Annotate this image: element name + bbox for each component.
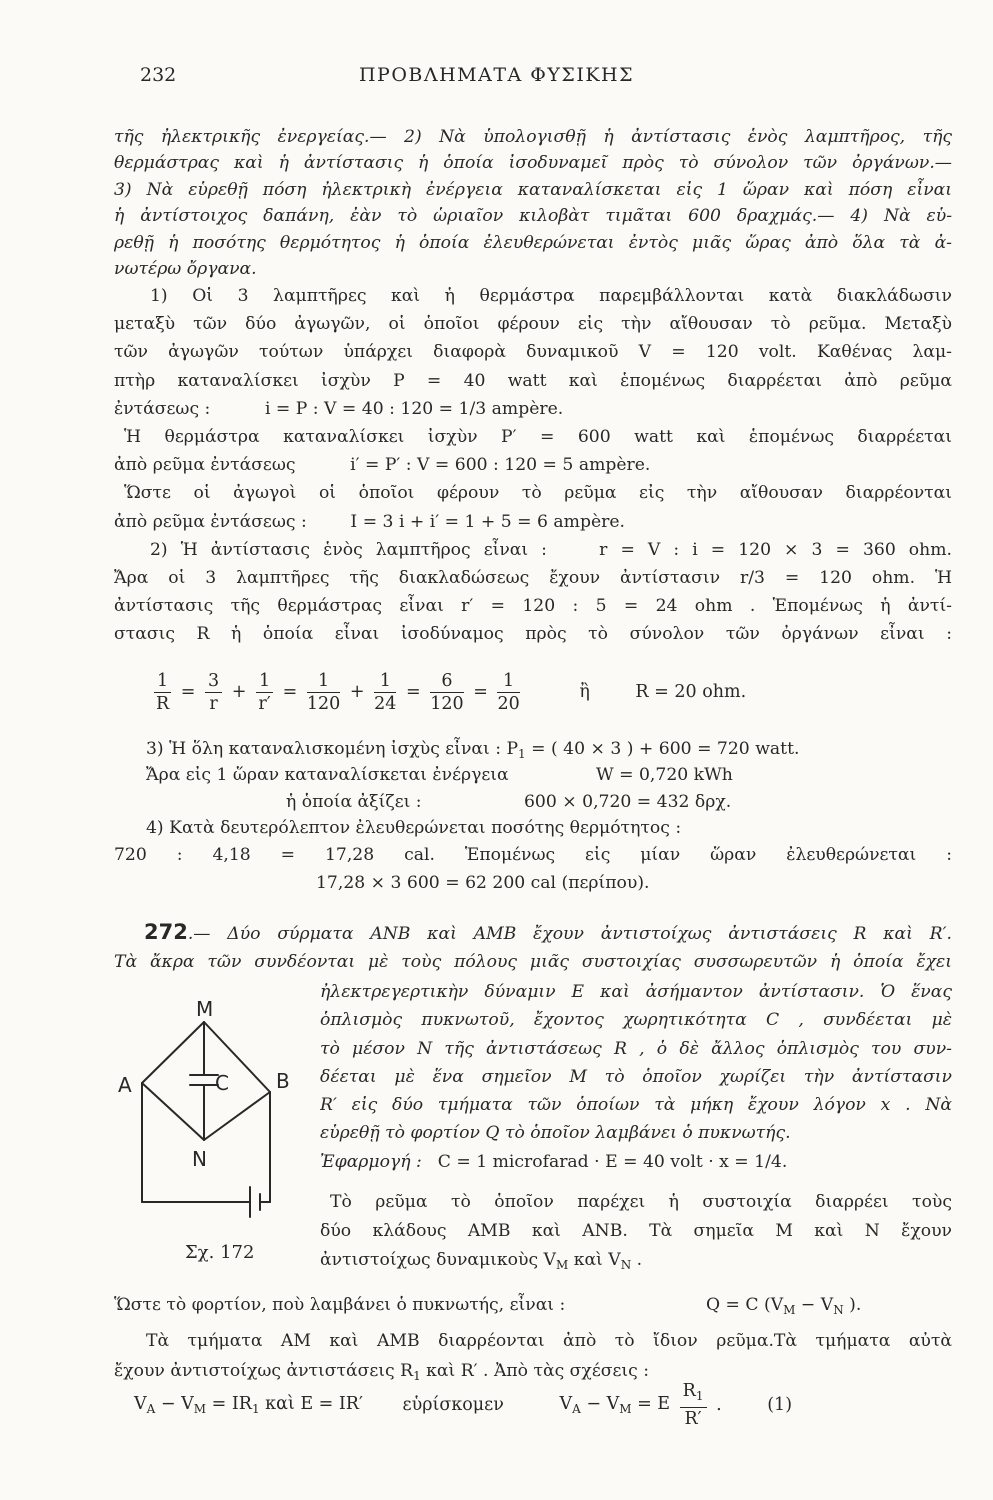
fraction: $\frac{1}{r'}$ bbox=[256, 670, 273, 715]
solution-line: ἀπὸ ρεῦμα ἐντάσεως : I = 3 i + i′ = 1 + 5 = 6 ampère. bbox=[114, 511, 626, 532]
problem-line: εὑρεθῇ τὸ φορτίον Q τὸ ὁποῖον λαμβάνει ὁ πυκνωτής. bbox=[320, 1123, 791, 1144]
fraction: $\frac{1}{120}$ bbox=[306, 671, 341, 714]
problem-line: R′ εἰς δύο τμήματα τῶν ὁποίων τὰ μήκη ἔχουν λόγον x . Νὰ bbox=[320, 1095, 952, 1116]
intro-paragraph bbox=[114, 124, 952, 282]
or-word: ἢ bbox=[579, 682, 590, 702]
intro-line: ρεθῇ ἡ ποσότης θερμότητος ἡ ὁποία ἐλευθερώνεται ἐντὸς μιᾶς ὥρας ἀπὸ ὅλα τὰ ἀ- bbox=[114, 232, 952, 253]
label-n: N bbox=[192, 1147, 207, 1171]
solution-line: τῶν ἀγωγῶν τούτων ὑπάρχει διαφορὰ δυναμικοῦ V = 120 volt. Καθένας λαμ- bbox=[114, 342, 952, 363]
fraction: $\frac{R_1}{R'}$ bbox=[680, 1380, 707, 1430]
solution-line: μεταξὺ τῶν δύο ἀγωγῶν, οἱ ὁποῖοι φέρουν εἰς τὴν αἴθουσαν τὸ ρεῦμα. Μεταξὺ bbox=[114, 314, 952, 335]
running-title: ΠΡΟΒΛΗΜΑΤΑ ΦΥΣΙΚΗΣ bbox=[358, 64, 635, 86]
label-c: C bbox=[215, 1071, 229, 1095]
intro-line: τῆς ἠλεκτρικῆς ἐνεργείας.— 2) Νὰ ὑπολογισθῇ ἡ ἀντίστασις ἑνὸς λαμπτῆρος, τῆς bbox=[114, 127, 952, 147]
fraction: $\frac{1}{24}$ bbox=[374, 671, 397, 714]
wire-nb bbox=[204, 1092, 270, 1140]
solution-paragraph bbox=[114, 282, 952, 649]
label-b: B bbox=[276, 1069, 290, 1093]
application-line: Ἐφαρμογή : C = 1 microfarad · E = 40 volt · x = 1/4. bbox=[320, 1151, 788, 1172]
fraction: $\frac{1}{R}$ bbox=[155, 671, 170, 714]
charge-line: Ὥστε τὸ φορτίον, ποὺ λαμβάνει ὁ πυκνωτής, εἶναι : Q = C ($V_M - V_N$ ). bbox=[114, 1295, 862, 1317]
problem-line: Τὰ ἄκρα τῶν συνδέονται μὲ τοὺς πόλους μιᾶς συστοιχίας συσσωρευτῶν ἡ ὁποία ἔχει bbox=[114, 952, 952, 972]
resistances-line: ἔχουν ἀντιστοίχως ἀντιστάσεις $R_1$ καὶ R′ . Ἀπὸ τὰς σχέσεις : bbox=[114, 1361, 649, 1383]
running-header bbox=[0, 64, 993, 94]
solution-line: Τὰ τμήματα AM καὶ AMB διαρρέονται ἀπὸ τὸ ἴδιον ρεῦμα.Τὰ τμήματα αὐτὰ bbox=[146, 1331, 952, 1351]
problem-272-solution-right bbox=[320, 1188, 952, 1272]
solution-line: Τὸ ρεῦμα τὸ ὁποῖον παρέχει ἡ συστοιχία διαρρέει τοὺς bbox=[330, 1192, 952, 1212]
problem-272-right-text bbox=[320, 978, 952, 1174]
potentials-line: ἀντιστοίχως δυναμικοὺς $V_M$ καὶ $V_N$ . bbox=[320, 1250, 643, 1272]
equation-result: R = 20 ohm. bbox=[635, 682, 747, 702]
wire-an bbox=[142, 1083, 204, 1140]
problem-line: 272.— Δύο σύρματα ΑΝΒ καὶ ΑΜΒ ἔχουν ἀντιστοίχως ἀντιστάσεις R καὶ R′. bbox=[144, 920, 952, 944]
intro-line: ἡ ἀντίστοιχος δαπάνη, ἐὰν τὸ ὡριαῖον κιλοβὰτ τιμᾶται 600 δραχμάς.— 4) Νὰ εὑ- bbox=[114, 206, 952, 227]
solution-line: 2) Ἡ ἀντίστασις ἑνὸς λαμπτῆρος εἶναι : r = V : i = 120 × 3 = 360 ohm. bbox=[150, 539, 952, 560]
solution-line: Ὥστε οἱ ἀγωγοὶ οἱ ὁποῖοι φέρουν τὸ ρεῦμα εἰς τὴν αἴθουσαν διαρρέονται bbox=[124, 483, 952, 504]
part4-line2: 720 : 4,18 = 17,28 cal. Ἑπομένως εἰς μίαν ὥραν ἐλευθερώνεται : bbox=[114, 844, 952, 865]
problem-272-intro bbox=[114, 918, 952, 976]
final-equation: $V_A - V_M = IR_1$ καὶ E = IR′ εὑρίσκομεν $V_A - V_M = E$ $\frac{R_1}{R'}$ . (1) bbox=[134, 1381, 793, 1429]
problem-line: ὁπλισμὸς πυκνωτοῦ, ἔχοντος χωρητικότητα C , συνδέεται μὲ bbox=[320, 1010, 952, 1031]
intro-line: θερμάστρας καὶ ἡ ἀντίστασις ἡ ὁποία ἰσοδυναμεῖ πρὸς τὸ σύνολον τῶν ὀργάνων.— bbox=[114, 153, 952, 174]
problem-272-solution bbox=[114, 1290, 952, 1386]
solution-line: πτὴρ καταναλίσκει ἰσχὺν P = 40 watt καὶ ἑπομένως διαρρέεται ἀπὸ ρεῦμα bbox=[114, 370, 952, 391]
solution-line: δύο κλάδους AMB καὶ ANB. Τὰ σημεῖα M καὶ N ἔχουν bbox=[320, 1221, 952, 1241]
part3-line3: ἡ ὁποία ἀξίζει : 600 × 0,720 = 432 δρχ. bbox=[286, 791, 732, 812]
fraction: $\frac{3}{r}$ bbox=[205, 670, 222, 715]
intro-line: 3) Νὰ εὑρεθῇ πόση ἠλεκτρικὴ ἐνέργεια καταναλίσκεται εἰς 1 ὥραν καὶ πόση εἶναι bbox=[114, 179, 952, 200]
solution-line: ἀπὸ ρεῦμα ἐντάσεως i′ = P′ : V = 600 : 120 = 5 ampère. bbox=[114, 455, 651, 476]
fraction: $\frac{1}{20}$ bbox=[497, 671, 520, 714]
circuit-diagram bbox=[112, 1000, 312, 1240]
part3-line2: Ἄρα εἰς 1 ὥραν καταναλίσκεται ἐνέργεια W = 0,720 kWh bbox=[146, 765, 733, 786]
label-a: A bbox=[118, 1073, 132, 1097]
page-number: 232 bbox=[140, 64, 177, 86]
part4-line3: 17,28 × 3 600 = 62 200 cal (περίπου). bbox=[316, 873, 650, 894]
part3-line1: 3) Ἡ ὅλη καταναλισκομένη ἰσχὺς εἶναι : $P_1$ = ( 40 × 3 ) + 600 = 720 watt. bbox=[146, 739, 800, 761]
figure-caption: Σχ. 172 bbox=[185, 1242, 255, 1263]
problem-line: δέεται μὲ ἕνα σημεῖον M τὸ ὁποῖον χωρίζει τὴν ἀντίστασιν bbox=[320, 1066, 952, 1087]
problem-line: ἠλεκτρεγερτικὴν δύναμιν E καὶ ἀσήμαντον ἀντίστασιν. Ὁ ἕνας bbox=[320, 982, 952, 1002]
intro-line: νωτέρω ὄργανα. bbox=[114, 259, 257, 280]
solution-line: ἀντίστασις τῆς θερμάστρας εἶναι r′ = 120 : 5 = 24 ohm . Ἑπομένως ἡ ἀντί- bbox=[114, 596, 952, 617]
solution-line: Ἄρα οἱ 3 λαμπτῆρες τῆς διακλαδώσεως ἔχουν ἀντίστασιν r/3 = 120 ohm. Ἡ bbox=[114, 568, 952, 589]
label-m: M bbox=[196, 1000, 214, 1021]
solution-line: Ἡ θερμάστρα καταναλίσκει ἰσχὺν P′ = 600 watt καὶ ἑπομένως διαρρέεται bbox=[124, 427, 952, 448]
solution-line: στασις R ἡ ὁποία εἶναι ἰσοδύναμος πρὸς τὸ σύνολον τῶν ὀργάνων εἶναι : bbox=[114, 624, 952, 645]
fraction: $\frac{6}{120}$ bbox=[430, 671, 464, 714]
solution-line: 1) Οἱ 3 λαμπτῆρες καὶ ἡ θερμάστρα παρεμβάλλονται κατὰ διακλάδωσιν bbox=[150, 286, 952, 306]
problem-line: τὸ μέσον N τῆς ἀντιστάσεως R , ὁ δὲ ἄλλος ὁπλισμὸς του συν- bbox=[320, 1038, 952, 1059]
equation-tag: (1) bbox=[767, 1395, 793, 1415]
part4-line1: 4) Κατὰ δευτερόλεπτον ἐλευθερώνεται ποσότης θερμότητος : bbox=[146, 818, 682, 839]
parts-3-4 bbox=[114, 735, 952, 896]
solution-line: ἐντάσεως : i = P : V = 40 : 120 = 1/3 ampère. bbox=[114, 398, 564, 419]
wire-am bbox=[142, 1022, 204, 1083]
wire-mb bbox=[204, 1022, 270, 1092]
resistance-equation: $\frac{1}{R}$ = $\frac{3}{r}$ + $\frac{1}{r'}$ = $\frac{1}{120}$ + $\frac{1}{24}$ = $\frac{6}{120}$ = $\frac{1}{20}$ ἢ R = 20 ohm. bbox=[155, 671, 747, 714]
